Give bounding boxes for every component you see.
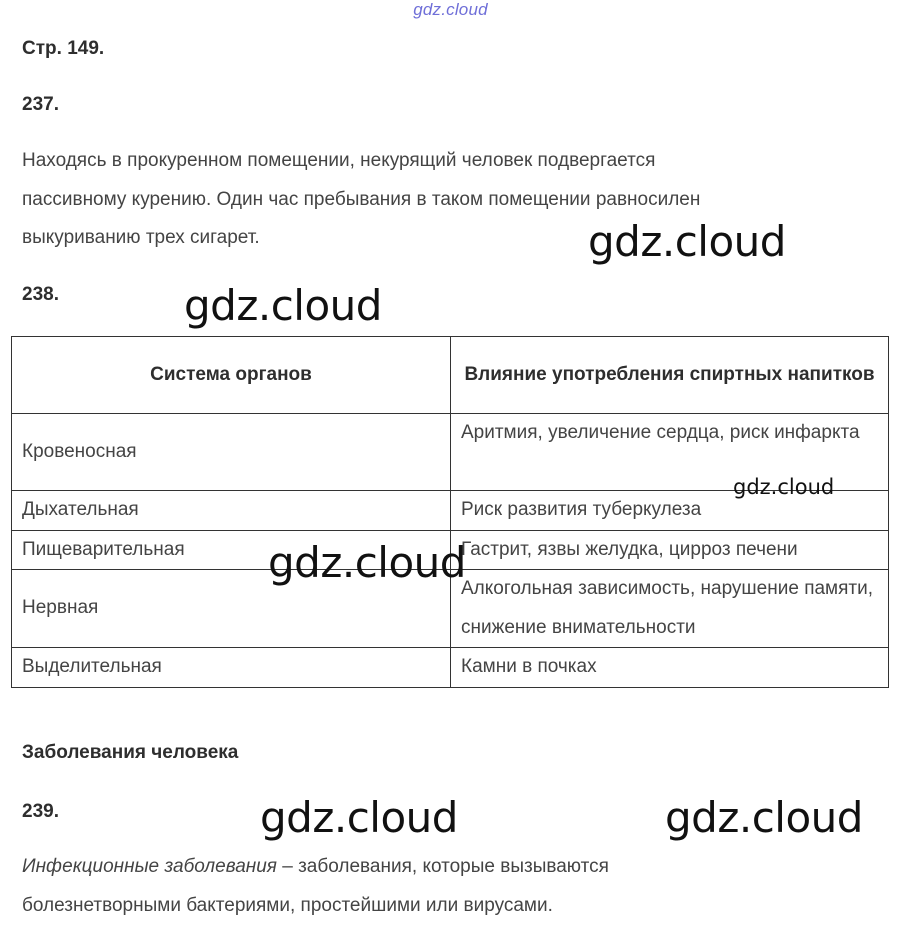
table-cell-system: Пищеварительная [12,530,451,570]
task-239-line: болезнетворными бактериями, простейшими или вирусами. [22,894,553,916]
table-cell-system: Нервная [12,570,451,648]
task-238-number: 238. [22,284,59,305]
table-row [12,648,889,688]
task-237-line: пассивному курению. Один час пребывания в таком помещении равносилен [22,188,701,210]
watermark: gdz.cloud [588,217,786,266]
table-cell-effect: Аритмия, увеличение сердца, риск инфаркта [451,414,889,491]
watermark: gdz.cloud [665,793,863,842]
watermark: gdz.cloud [184,281,382,330]
task-239-number: 239. [22,801,59,822]
section-title: Заболевания человека [22,742,239,763]
table-cell-system: Дыхательная [12,491,451,531]
table-header-row [12,337,889,414]
table-cell-effect: Гастрит, язвы желудка, цирроз печени [451,530,889,570]
table-cell-effect: Алкогольная зависимость, нарушение памяти, снижение внимательности [451,570,889,648]
term: Инфекционные заболевания [22,856,277,877]
task-239-text [22,848,882,925]
task-237-number: 237. [22,94,59,115]
watermark-top: gdz.cloud [413,0,488,19]
table-cell-system: Выделительная [12,648,451,688]
task-237-line: Находясь в прокуренном помещении, некурящий человек подвергается [22,150,656,171]
watermark: gdz.cloud [260,793,458,842]
page-reference: Стр. 149. [22,38,105,59]
definition-text: – заболевания, которые вызываются [276,856,609,877]
task-239-line [22,848,882,887]
watermark: gdz.cloud [268,538,466,587]
organ-systems-table [11,336,889,688]
task-237-line: выкуриванию трех сигарет. [22,227,260,248]
column-header-effect: Влияние употребления спиртных напитков [451,337,889,414]
table-cell-system: Кровеносная [12,414,451,491]
watermark-small: gdz.cloud [733,475,835,499]
table-cell-effect: Камни в почках [451,648,889,688]
column-header-system: Система органов [12,337,451,414]
table-cell-effect: Риск развития туберкулеза [451,491,889,531]
